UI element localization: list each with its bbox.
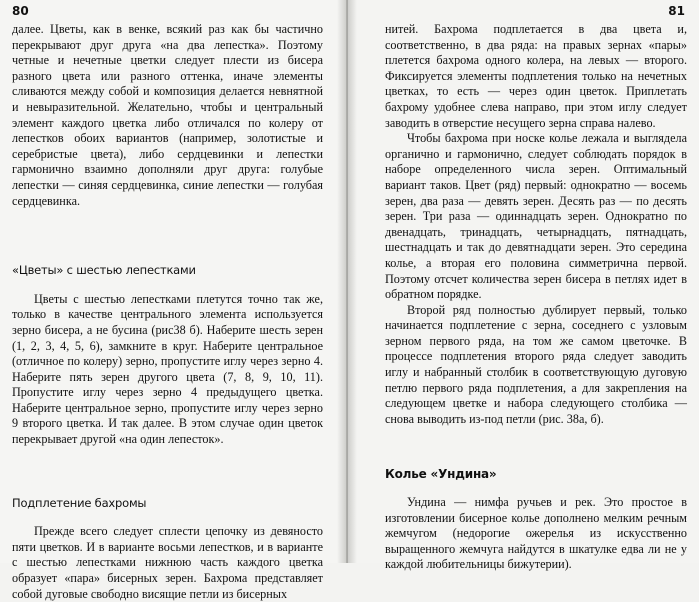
paragraph: Второй ряд полностью дублирует первый, только начинается подплетение с зерна, соседнего с узловым зерном первого ряда, на том же самом цветочке. В процессе подплетения второго ряда следует заводить иглу и набранный столбик в соответствующую дуговую петлю первого ряда подплетения, а для закрепления на следующем цветке и набора следующего столбика — снова выводить из-под петли (рис. 38а, б).	[385, 302, 687, 426]
section-heading: Колье «Ундина»	[385, 467, 497, 482]
left-page	[0, 0, 345, 601]
right-page	[345, 0, 699, 572]
section-heading: Подплетение бахромы	[12, 495, 147, 510]
section-heading: «Цветы» с шестью лепестками	[12, 263, 196, 278]
paragraph: Цветы с шестью лепестками плетутся точно так же, только в качестве центрального элемента используется зерно бисера, а не бусина (рис38 б). Наберите шесть зерен (1, 2, 3, 4, 5, 6), замкните в круг. Наберите центральное (отличное по колеру) зерно, пропустите иглу через зерно 4. Наберите пять зерен другого цвета (7, 8, 9, 10, 11). Пропустите иглу через зерно 4 предыдущего цветка. Наберите центральное зерно, пропустите иглу через зерно 9 второго цветка. И так далее. В этом случае один цветок перекрывает другой «на один лепесток».	[12, 291, 323, 447]
paragraph: нитей. Бахрома подплетается в два цвета и, соответственно, в два ряда: на правых зернах «пары» плетется бахрома одного колера, на левых — второго. Фиксируется элементы подплетения только на нечетных цветках, то есть — через один цветок. Приплетать бахрому удобнее слева направо, при этом иглу следует заводить в отверстие несущего зерна справа налево.	[385, 22, 687, 130]
paragraph: далее. Цветы, как в венке, всякий раз как бы частично перекрывают друг друга «на два лепестка». Поэтому четные и нечетные цветки следует плести из бисера разного цвета или разного оттенка, иначе элементы сливаются между собой и композиция делается невнятной и невыразительной. Желательно, чтобы и центральный элемент каждого цветка либо отличался по колеру от лепестков обоих вариантов (например, золотистые и серебристые цвета), либо сердцевинки и лепестки гармонично взаимно дополняли друг друга: голубые лепестки — синяя сердцевинка, синие лепестки — голубая сердцевинка.	[12, 22, 323, 208]
paragraph: Чтобы бахрома при носке колье лежала и выглядела органично и гармонично, следует соблюдать порядок в наборе определенного числа зерен. Оптимальный вариант таков. Цвет (ряд) первый: однократно — восемь зерен, два раза — девять зерен. Десять раз — по десять зерен. Три раза — одиннадцать зерен. Однократно по двенадцать, тринадцать, четырнадцать, пятнадцать, шестнадцать и так до девятнадцати зерен. Это середина колье, а вторая его половина симметрична первой. Поэтому отсчет количества зерен бисера в петлях идет в обратном порядке.	[385, 131, 687, 302]
book-spine-gutter	[337, 0, 357, 563]
page-number: 81	[668, 4, 685, 18]
paragraph: Прежде всего следует сплести цепочку из девяносто пяти цветков. И в варианте восьми лепестков, и в варианте с шестью лепестками нижнюю часть каждого цветка образует «пара» бисерных зерен. Бахрома представляет собой дуговые свободно висящие петли из бисерных	[12, 524, 323, 601]
page-number: 80	[12, 4, 29, 18]
paragraph: Ундина — нимфа ручьев и рек. Это простое в изготовлении бисерное колье дополнено мелким речным жемчугом (недорогие ожерелья из искусственно выращенного жемчуга найдутся в шкатулке едва ли не у каждой любительницы бижутерии).	[385, 495, 687, 572]
